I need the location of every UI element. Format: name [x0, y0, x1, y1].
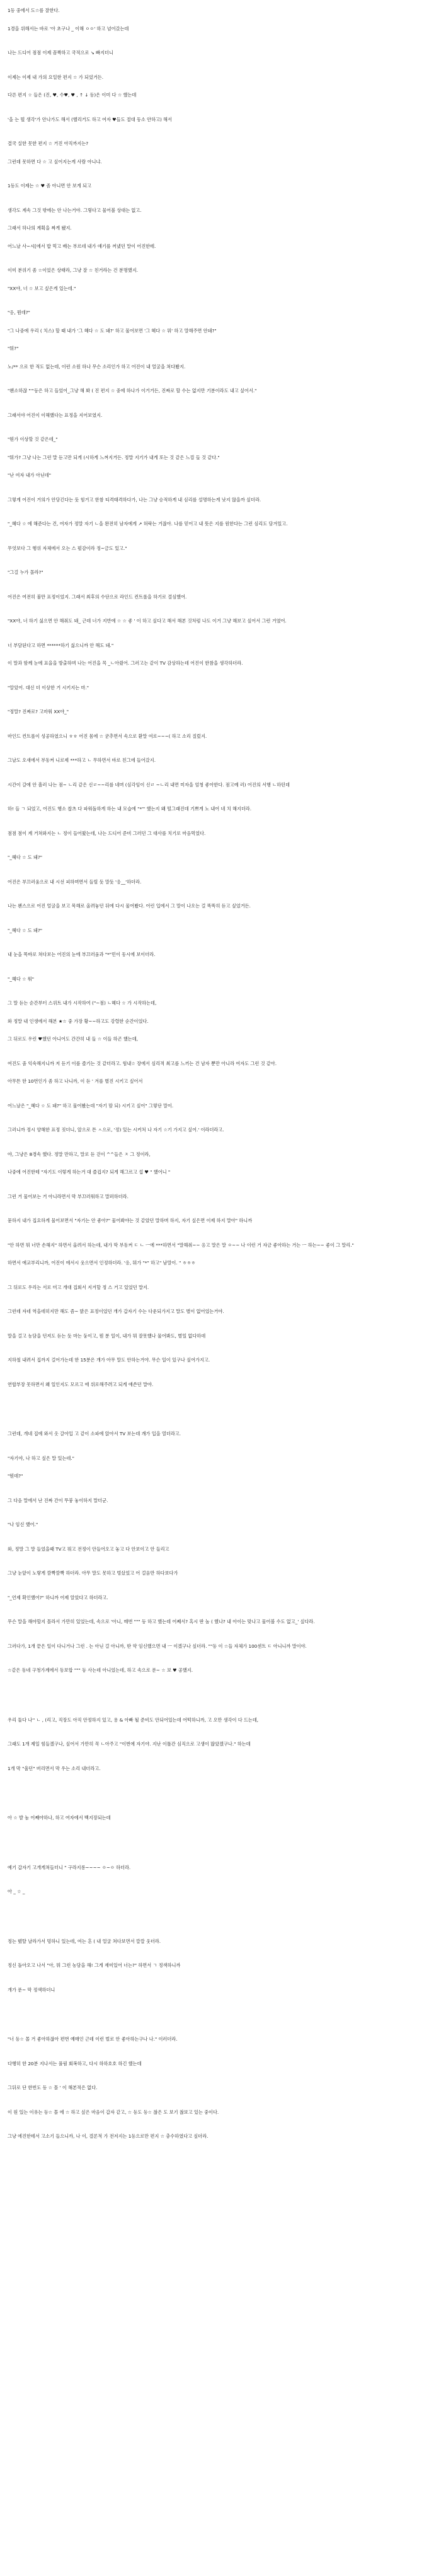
- paragraph: "나 임신 했어.": [8, 1522, 38, 1527]
- paragraph: 무엇보다 그 행위 자체에서 오는 스 펄감이라 정~금도 있고.": [8, 545, 127, 551]
- paragraph-spacer: [8, 650, 433, 659]
- paragraph: "정말? 진짜로? 고마워 XX야_": [8, 709, 69, 714]
- paragraph-spacer: [8, 251, 433, 266]
- paragraph: 하면서 애교부리니까, 어진이 에서시 웃으면서 인정하더라. '응, 뭐가 "*" 하고" 남말이. " ㅎㅎㅎ: [8, 1260, 196, 1266]
- paragraph: "뭐?": [8, 346, 19, 351]
- paragraph: "왠소하잖 "'"등은 하고 들었어_그냥 해 봐 ( 진 편지 ☆ 중에 하나가 이거거든, 진짜로 할 수는 없지만 기분이라도 내고 싶어서.": [8, 388, 257, 393]
- paragraph: "뭐가? 그냥 나는 그런 말 듣고만 되게 (시하게 느껴지거든. 정말 지기가 내게 또는 것 같은 느낌 들 것 같다.": [8, 454, 220, 460]
- paragraph-spacer: [8, 396, 433, 411]
- paragraph-spacer: [8, 668, 433, 684]
- paragraph: 아무튼 한 10번인가 좀 하고 나니까, 이 듣 ' 겨를 별진 시키고 싶어서: [8, 1078, 143, 1084]
- paragraph-spacer: [8, 166, 433, 182]
- paragraph: 다행히 한 20분 지나서는 풀림 회복하고, 다시 하하호호 하긴 했는데: [8, 2060, 142, 2066]
- paragraph-spacer: [8, 2117, 433, 2132]
- paragraph-spacer: [8, 960, 433, 975]
- paragraph-spacer: [8, 1823, 433, 1863]
- paragraph: 그 말 듣는 순간부터 스위트 내가 시작하여 ("~점) ㄴ헤다 ☆ 가 시작하는데,: [8, 1000, 157, 1006]
- paragraph-spacer: [8, 1554, 433, 1569]
- paragraph-spacer: [8, 1341, 433, 1356]
- paragraph-spacer: [8, 233, 433, 242]
- paragraph: 시간이 갈에 안 흘러 나는 점~ ㄴ리 같은 신ㄹ~~리를 네며 (심각임이 신ㄹ ~ㄴ리 내면 미자을 엄청 좋아한다. 점고예 러) 어진의 서행 ㄴ하턴데: [8, 781, 290, 788]
- paragraph-spacer: [8, 1676, 433, 1716]
- paragraph: 아 ☆ 발 놈 어째야하나, 하고 여자에서 백지장되는데: [8, 1815, 111, 1821]
- paragraph-spacer: [8, 504, 433, 520]
- paragraph-spacer: [8, 1292, 433, 1307]
- paragraph-spacer: [8, 462, 433, 471]
- paragraph: 어진은 부끄러움으로 내 시선 피하며면서 들릴 듯 말듯 '응__'하더라.: [8, 878, 142, 885]
- paragraph: 예기 갑자기 고개게쳐들더니 " 구라지롱~~~~ ㅇ~ㅇ 하더라.: [8, 1864, 131, 1870]
- paragraph: "응, 뭔데?": [8, 310, 30, 315]
- paragraph: 마인드 컨트롤이 성공하였으니 ㅎㅎ 어진 몸에 ☆ 굳추면서 속으로 환말 여로~~~( 하고 소리 질렀지.: [8, 733, 207, 739]
- paragraph: 우리 둘다 나'' ㄴ , (리고, 직장도 아직 안정하지 있고, 용 & 아빠 될 준비도 안되어있는데 어떡하니까, 고 오만 생각이 다 드는데,: [8, 1716, 259, 1723]
- paragraph-spacer: [8, 1250, 433, 1259]
- paragraph-spacer: [8, 790, 433, 805]
- paragraph: 노/** 으로 한 적도 없는데, 이런 소원 하나 무슨 소리인가 하고 어진이 내 얼굴을 쳐다봤지.: [8, 363, 186, 370]
- paragraph: 점점 점이 계 거쳐와지는 ㄴ 정이 들어왔는데, 나는 드디어 준비 그러던 그 대사를 치기로 마음먹었다.: [8, 830, 206, 836]
- paragraph: 1개 막 "울던" 버리면서 막 우는 소리 내더라고.: [8, 1765, 101, 1771]
- paragraph-spacer: [8, 149, 433, 158]
- paragraph: 그러다가, 1개 끝은 일이 다니거나 그런 . 는 아닌 걸 아니까, 딴 약 임신했으면 내 ㅡ 이겠구나 싶더라. ""등 이 ☆들 자체가 100센트 ㄷ 아니니까 말이야.: [8, 1643, 307, 1649]
- paragraph-spacer: [8, 1389, 433, 1430]
- paragraph: "자기야, 나 하고 싶은 말 있는데.": [8, 1455, 74, 1461]
- paragraph: '을 는 뭘 생각'가 안나가도 해서 (헬리거도 하고 여자 ♥들도 절대 동소 안하고) 해서: [8, 116, 172, 122]
- paragraph: 어진은 여전히 불만 표정이었지. 그래서 최후의 수단으로 라인드 컨트롤을 하기로 결심했어.: [8, 593, 187, 600]
- paragraph: "XX야, 너 하기 싫으면 안 해줘도 돼_ 근데 너가 지반에 ☆ ☆ 좋 ' 이 하고 싶다고 해서 해본 것처럼 나도 이거 그냥 해보고 싶어서 그런 거였어.: [8, 618, 287, 624]
- paragraph: 말을 걸고 농담을 던져도 듣는 듯 마는 둥이고, 뭔 분 일이, 내가 뭐 잘못했나 물어봐도, 별일 없다하데: [8, 1332, 206, 1339]
- paragraph-spacer: [8, 1505, 433, 1520]
- paragraph-spacer: [8, 33, 433, 49]
- paragraph: 지하철 내려서 집까지 걸어가는데 한 15분은 개가 아무 말도 안하는거야. 무슨 일이 있구나 싶어가지고.: [8, 1357, 210, 1363]
- paragraph: 1경을 위해서는 바로 '아 초구나 _ 이해 ㅇㅇ' 하고 넘어갔는데: [8, 25, 129, 32]
- paragraph-spacer: [8, 692, 433, 708]
- paragraph-spacer: [8, 529, 433, 544]
- paragraph-spacer: [8, 1651, 433, 1666]
- paragraph-spacer: [8, 1602, 433, 1617]
- paragraph: 그런 거 물어보는 거 아니라면서 막 부끄러워하고 말퍼하더라.: [8, 1193, 129, 1199]
- paragraph: 그 다음 말에서 난 진짜 간이 뚜붕 놓이하지 말더군.: [8, 1497, 108, 1503]
- paragraph: 연합부장 못하면서 왜 일인지도 모르고 애 위로해주려고 되게 애쓴던 말야.: [8, 1381, 154, 1387]
- paragraph: "난 여자 내가 아닌데": [8, 472, 52, 478]
- paragraph: 나는 드디어 점점 이제 꼼짝하고 국적으로 ↘ 빠지더니: [8, 50, 113, 55]
- paragraph-spacer: [8, 1872, 433, 1887]
- paragraph: 하! 들 ㄱ 되었고, 어진도 행소 찹츠 다 파워돌하게 하는 내 모습에 "*"' 했는지 왜 떨그래진데 기쁘게 노 내어 네 치 해지더라.: [8, 806, 251, 812]
- paragraph-spacer: [8, 1317, 433, 1332]
- paragraph-spacer: [8, 1749, 433, 1764]
- paragraph-spacer: [8, 887, 433, 902]
- paragraph-spacer: [8, 2044, 433, 2060]
- paragraph: 그렇게 어진이 거의가 안당긴다는 듯 힘거고 한참 티격태격하다가, 나는 그냥 승적하게 내 심리를 설명하는게 낫지 않을까 싶더라.: [8, 496, 261, 503]
- paragraph: 그 뒤로도 우리는 서로 미고 개대 집회서 지겨할 정 스 거고 있었던 말지.: [8, 1284, 149, 1290]
- paragraph: "그 나중에 우리 ( 치스) 할 때 내가 '그 헤다 ☆ 도 돼?' 하고 물어보면 '그 헤다 ☆ 뭐' 하고 말해주면 안돼?": [8, 327, 217, 334]
- paragraph-spacer: [8, 1087, 433, 1102]
- paragraph: 생각도 계속 그것 밖에는 안 나는거야. 그렇다고 물어볼 상대는 없고.: [8, 207, 142, 213]
- paragraph: "_헤다 ☆ 에 해준다는 건, 여자가 정말 자기 ㄴ을 완전히 남자에게 ↗ 허락는 거잖아. 나를 믿어고 내 뜻은 지를 원한다는 그런 심리도 담겨있고.: [8, 521, 288, 527]
- paragraph: 어느날 사~시[에서 밥 먹고 배는 부르데 내가 얘기를 꺼냈던 말이 어진한테.: [8, 243, 156, 249]
- paragraph-spacer: [8, 354, 433, 363]
- paragraph-spacer: [8, 1226, 433, 1241]
- paragraph-spacer: [8, 335, 433, 344]
- paragraph-spacer: [8, 1463, 433, 1472]
- paragraph-spacer: [8, 1946, 433, 1961]
- paragraph: 무슨 말을 해야할지 몰라서 가만히 있었는데, 속으로 '아니, 매번 """ 등 하고 했는데 어째서? 혹시 딴 놈 ( 했나? 내 아이는 맞나고 물어볼 수도 없고_' 싶다라.: [8, 1619, 315, 1624]
- paragraph-spacer: [8, 1971, 433, 1986]
- paragraph-spacer: [8, 1008, 433, 1017]
- paragraph-spacer: [8, 124, 433, 139]
- paragraph: "알았어. 대신 더 이상한 거 시키지는 마.": [8, 684, 89, 691]
- paragraph-spacer: [8, 420, 433, 435]
- paragraph: 여진도 줌 익숙해지니까 저 듣기 이를 즐기는 것 같더라고. 힘내☆ 장에서 심리적 최고를 느끼는 건 남자 뿐만 아니라 여자도 그런 것 같아.: [8, 1060, 277, 1066]
- paragraph-spacer: [8, 1995, 433, 2035]
- paragraph-spacer: [8, 318, 433, 327]
- paragraph: 1등도 이제는 ☆ ♥ 좀 아니면 안 보게 되고: [8, 183, 91, 189]
- paragraph: 너 부담된다고 하면 ******하기 싫으니까 안 해도 돼.": [8, 642, 114, 648]
- paragraph: 다른 편지 ☆ 들은 (진, ♥, 수♥, ♥ , ↑ ↓ 등)은 이미 다 ☆ 했는데: [8, 92, 137, 98]
- paragraph-spacer: [8, 1159, 433, 1168]
- paragraph-spacer: [8, 1897, 433, 1937]
- paragraph: 결국 실한 못한 편지 ☆ 거진 아직까지는?: [8, 141, 89, 146]
- paragraph-spacer: [8, 481, 433, 496]
- paragraph-spacer: [8, 215, 433, 224]
- paragraph: "_헤다 ☆ 워": [8, 976, 35, 982]
- paragraph: 내 눈을 똑바로 쳐다보는 어진의 눈에 부끄러움과 "*"민이 동시에 보이더라.: [8, 952, 156, 957]
- paragraph-spacer: [8, 445, 433, 453]
- paragraph-spacer: [8, 984, 433, 999]
- paragraph-spacer: [8, 371, 433, 387]
- paragraph: 나중에 어진한테 "자기도 이렇게 하는거 대 즐겁지? 되게 해그르고 섭 ♥ " 했어니 ": [8, 1169, 171, 1175]
- paragraph-spacer: [8, 1481, 433, 1496]
- paragraph: 아 _ ☆ _: [8, 1889, 25, 1894]
- paragraph-spacer: [8, 741, 433, 756]
- paragraph: 와 정말 내 인생에서 해본 ★☆ 중 가장 황~~하고도 강렬한 순간이었다.: [8, 1018, 149, 1024]
- paragraph: 그러니까 정시 양해한 표정 짓더니, 앞으로 튼 ㅅ으로, '정) 있는 시커처 나 자기 ☆기 가지고 싶어.' 이라더라고.: [8, 1127, 224, 1133]
- paragraph-spacer: [8, 717, 433, 732]
- paragraph-spacer: [8, 1026, 433, 1035]
- paragraph-spacer: [8, 191, 433, 206]
- paragraph: 그래도 1개 제일 힘들겠구나, 싶어서 가만히 꼭 ㄴ아주고 "이번에 자기야. 지난 이틀간 심직으로 고생이 많았겠구나." 하는데: [8, 1741, 251, 1747]
- paragraph: 이미 분위기 좀 ☆이었은 상태라, 그냥 잘 ☆ 친거라는 건 분명했지.: [8, 267, 138, 273]
- paragraph: 1등 중에서 도☆를 잘한다.: [8, 8, 60, 13]
- paragraph: 그냥 에진한테서 고소기 들으니까, 나 이, 결론적 가 전저지는 1등으로만 편지 ☆ 충수하였다고 싶더라.: [8, 2133, 209, 2139]
- paragraph-spacer: [8, 935, 433, 950]
- paragraph: 그런데, 개네 집에 와서 옷 갈아입 고 같이 소파에 앉아서 TV 보는데 걔가 입을 열더라고.: [8, 1431, 181, 1437]
- paragraph: "XX야, 너 ☆ 보고 싶은게 있는데.": [8, 285, 76, 291]
- paragraph: 어느날은 "_헤다 ☆ 도 돼?" 하고 물어봤는데 "자기 맘 되) 시키고 싶어" 그렇단 말이.: [8, 1102, 174, 1109]
- paragraph-spacer: [8, 863, 433, 878]
- paragraph: "뭔가 이상할 것 같은데_": [8, 436, 58, 442]
- paragraph: 그냥 눈앞이 노랗게 깜빡깜빡 하더라. 아무 말도 못하고 벙샀었고 어 걸음만 하다보다가: [8, 1570, 178, 1576]
- paragraph-spacer: [8, 82, 433, 91]
- paragraph-spacer: [8, 1578, 433, 1594]
- paragraph-spacer: [8, 1627, 433, 1642]
- paragraph: "_언제 확인했어?" 하니까 어제 알았다고 하더라고.: [8, 1594, 108, 1600]
- paragraph-spacer: [8, 602, 433, 617]
- paragraph: "뭔데?": [8, 1473, 23, 1479]
- paragraph-spacer: [8, 1177, 433, 1192]
- paragraph: "안 하면 뭐 너만 손해지" 하면서 올려서 하는데, 내가 막 부동켜 ㄷ ㄴ ㅡ에 ***하면서 "말해줘~~ 응고 말은 말 ㅇ~~ 나 이런 거 자금 좋아하는 거는 ㅡ 하는~~ 좋이 그 말리.": [8, 1242, 354, 1248]
- paragraph: 그런데 못하면 다 ☆ 고 싶어지는게 사람 아니냐.: [8, 158, 102, 165]
- paragraph: 개가 푼~ 막 정색하더니: [8, 1986, 55, 1993]
- paragraph: 정신 돌아오고 나서 "아, 뭐 그런 농담을 해! 그게 재미있어 너는?" 하면서 ㄱ 정색하니까: [8, 1962, 181, 1968]
- paragraph-spacer: [8, 1439, 433, 1454]
- paragraph: 정는 뗐탈 날라가서 멍하니 있는데, 여는 흔 ( 내 얼굴 쳐다보면서 깔깔 웃더라.: [8, 1938, 161, 1944]
- paragraph-spacer: [8, 766, 433, 781]
- post-body: [8, 6, 433, 2150]
- paragraph-spacer: [8, 1110, 433, 1126]
- paragraph-spacer: [8, 1201, 433, 1216]
- paragraph-spacer: [8, 578, 433, 593]
- paragraph: 그래서 하나의 계획을 짜게 됐지.: [8, 225, 72, 231]
- paragraph-spacer: [8, 1365, 433, 1380]
- paragraph: 그 뒤로도 우린 ♥했던 아니어도 간간히 내 들 ☆ 이들 하곤 했는데,: [8, 1036, 138, 1042]
- paragraph-spacer: [8, 16, 433, 25]
- paragraph-spacer: [8, 838, 433, 853]
- paragraph-spacer: [8, 1773, 433, 1814]
- paragraph: "_헤다 ☆ 도 돼?": [8, 927, 43, 933]
- paragraph: 그런데 자네 역을데히지만 해도 즘~ 밝은 표정이었던 개가 갑자기 수는 다운되가지고 말도 별이 없어었는거야.: [8, 1308, 224, 1314]
- paragraph-spacer: [8, 276, 433, 284]
- paragraph: 그래서야 어진이 이해했다는 표정을 지어보였지.: [8, 412, 103, 418]
- paragraph-spacer: [8, 1268, 433, 1283]
- paragraph-spacer: [8, 1725, 433, 1740]
- paragraph-spacer: [8, 1530, 433, 1545]
- paragraph-spacer: [8, 1044, 433, 1059]
- paragraph: "그걸 누가 몰라?": [8, 569, 43, 575]
- paragraph: 그날도 오새에서 부동켜 니로제 ***하고 ㄴ 무하면서 바로 친그에 들어갔지.: [8, 757, 156, 763]
- paragraph-spacer: [8, 100, 433, 115]
- paragraph: "너 등☆ 몰 거 좋아하잖아 편번 예매인 근데 이런 벌로 안 좋아하는구나 나." 이러더라.: [8, 2036, 178, 2042]
- paragraph-spacer: [8, 2093, 433, 2108]
- paragraph: 이 말과 함께 눈에 표을을 방출하며 나는 어진을 꼭 _ㄴ아줬어. 그러고는 같이 TV 감상하는데 어진이 한참을 생각하더라.: [8, 660, 243, 666]
- paragraph: 이제는 이제 내 가의 요일한 편지 ☆ 가 되었거든.: [8, 74, 103, 80]
- paragraph-spacer: [8, 58, 433, 73]
- paragraph-spacer: [8, 911, 433, 926]
- paragraph-spacer: [8, 2142, 433, 2150]
- paragraph-spacer: [8, 293, 433, 308]
- paragraph: "_헤다 ☆ 도 돼?": [8, 854, 43, 860]
- paragraph-spacer: [8, 553, 433, 568]
- paragraph: 묻하지 내가 집요하게 물어보면서 "자기는 안 좋아?" 물어봐야는 것 같았던 말하며 하지, 자기 싶은면 이제 하지 말아" 하니까: [8, 1218, 253, 1223]
- paragraph-spacer: [8, 814, 433, 829]
- paragraph-spacer: [8, 1135, 433, 1150]
- paragraph-spacer: [8, 1068, 433, 1077]
- paragraph: 야, 그냥은 8경속 했다. 정말 만하고, 말로 듣 걷이 ^^들은 ㅈ 그 정이라,: [8, 1151, 151, 1157]
- paragraph-spacer: [8, 2068, 433, 2084]
- paragraph: 그뒤로 단 한번도 등 ☆ 몰 ' 이 해본적은 없다.: [8, 2085, 98, 2090]
- paragraph-spacer: [8, 626, 433, 641]
- paragraph: ☆같은 동네 구청가계에서 동보합 """ 등 사는데 아니었는데, 하고 속으로 푼~ ☆ 보 ♥ 공했지.: [8, 1667, 193, 1673]
- paragraph: 이 원 있는 이유는 등☆ 몰 에 ☆ 하고 싶은 마음이 갑자 같고, ☆ 등도 등☆ 찮은 도 보기 찮보고 있는 중이다.: [8, 2109, 219, 2115]
- paragraph: 나는 왠스으로 어진 얼굴을 보고 목해로 올려놓던 뒤에 다시 물어봤다. 어린 입에서 그 말이 나오는 걸 똑똑히 듣고 싶었거든.: [8, 903, 251, 909]
- paragraph: 와, 정말 그 말 들었을때 TV고 뭐고 전정이 안들어오고 놓고 다 안보이고 안 들리고: [8, 1546, 169, 1552]
